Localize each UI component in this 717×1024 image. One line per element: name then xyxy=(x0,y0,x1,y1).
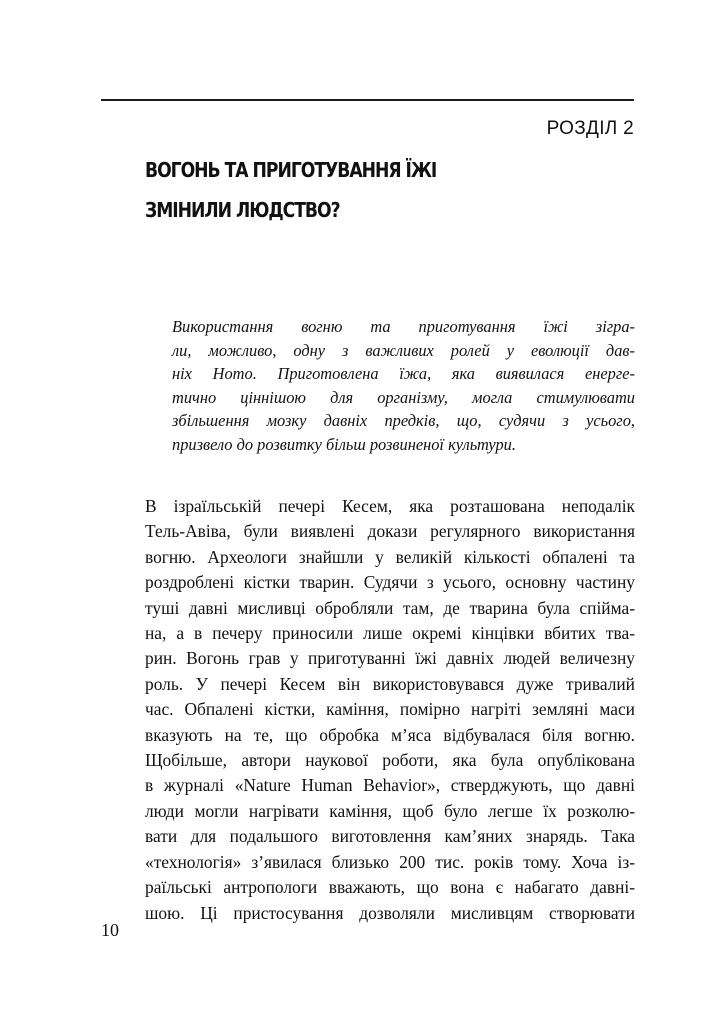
body-paragraph xyxy=(145,494,635,926)
epigraph-line: Використання вогню та приготування їжі зігра- xyxy=(172,317,635,336)
body-line: вказують на те, що обробка м’яса відбувалася біля вогню. xyxy=(145,724,635,745)
body-line: В ізраїльській печері Кесем, яка розташована неподалік xyxy=(145,496,635,516)
epigraph-line: ли, можливо, одну з важливих ролей у еволюції дав- xyxy=(172,340,635,360)
body-line: раїльські антропологи вважають, що вона є набагато давні- xyxy=(145,877,635,898)
chapter-title-line: ЗМІНИЛИ ЛЮДСТВО? xyxy=(145,198,340,222)
body-line: на, а в печеру приносили лише окремі кінцівки вбитих тва- xyxy=(145,623,635,644)
body-line: роль. У печері Кесем він використовувався дуже тривалий xyxy=(145,673,635,694)
epigraph-line: призвело до розвитку більш розвиненої культури. xyxy=(172,434,516,454)
body-line: рин. Вогонь грав у приготуванні їжі давніх людей величезну xyxy=(145,648,635,669)
body-line: «технологія» з’явилася близько 200 тис. років тому. Хоча із- xyxy=(145,851,635,872)
epigraph xyxy=(172,315,635,457)
body-line: шою. Ці пристосування дозволяли мисливцям створювати xyxy=(145,902,635,923)
epigraph-line: тично ціннішою для організму, могла стимулювати xyxy=(172,387,635,407)
body-line: Щобільше, автори наукової роботи, яка була опублікована xyxy=(145,750,635,771)
body-line: вати для подальшого виготовлення кам’яних знарядь. Така xyxy=(145,826,635,847)
chapter-label: РОЗДІЛ 2 xyxy=(546,118,634,139)
body-line: роздроблені кістки тварин. Судячи з усього, основну частину xyxy=(145,572,635,593)
epigraph-line: ніх Homo. Приготовлена їжа, яка виявилася енерге- xyxy=(172,364,635,384)
body-line: люди могли нагрівати каміння, щоб було легше їх розколю- xyxy=(145,800,635,821)
chapter-title-line: ВОГОНЬ ТА ПРИГОТУВАННЯ ЇЖІ xyxy=(145,158,437,182)
body-line: вогню. Археологи знайшли у великій кількості обпалені та xyxy=(145,546,635,567)
body-line: час. Обпалені кістки, каміння, помірно нагріті земляні маси xyxy=(145,699,635,720)
epigraph-line: збільшення мозку давніх предків, що, судячи з усього, xyxy=(172,411,635,431)
chapter-title xyxy=(145,150,436,230)
body-line: в журналі «Nature Human Behavior», стверджують, що давні xyxy=(145,775,635,796)
body-line: туші давні мисливці обробляли там, де тварина була спійма- xyxy=(145,597,635,618)
body-line: Тель-Авіва, були виявлені докази регулярного використання xyxy=(145,521,635,542)
page-number: 10 xyxy=(101,920,119,940)
header-rule xyxy=(101,99,634,101)
